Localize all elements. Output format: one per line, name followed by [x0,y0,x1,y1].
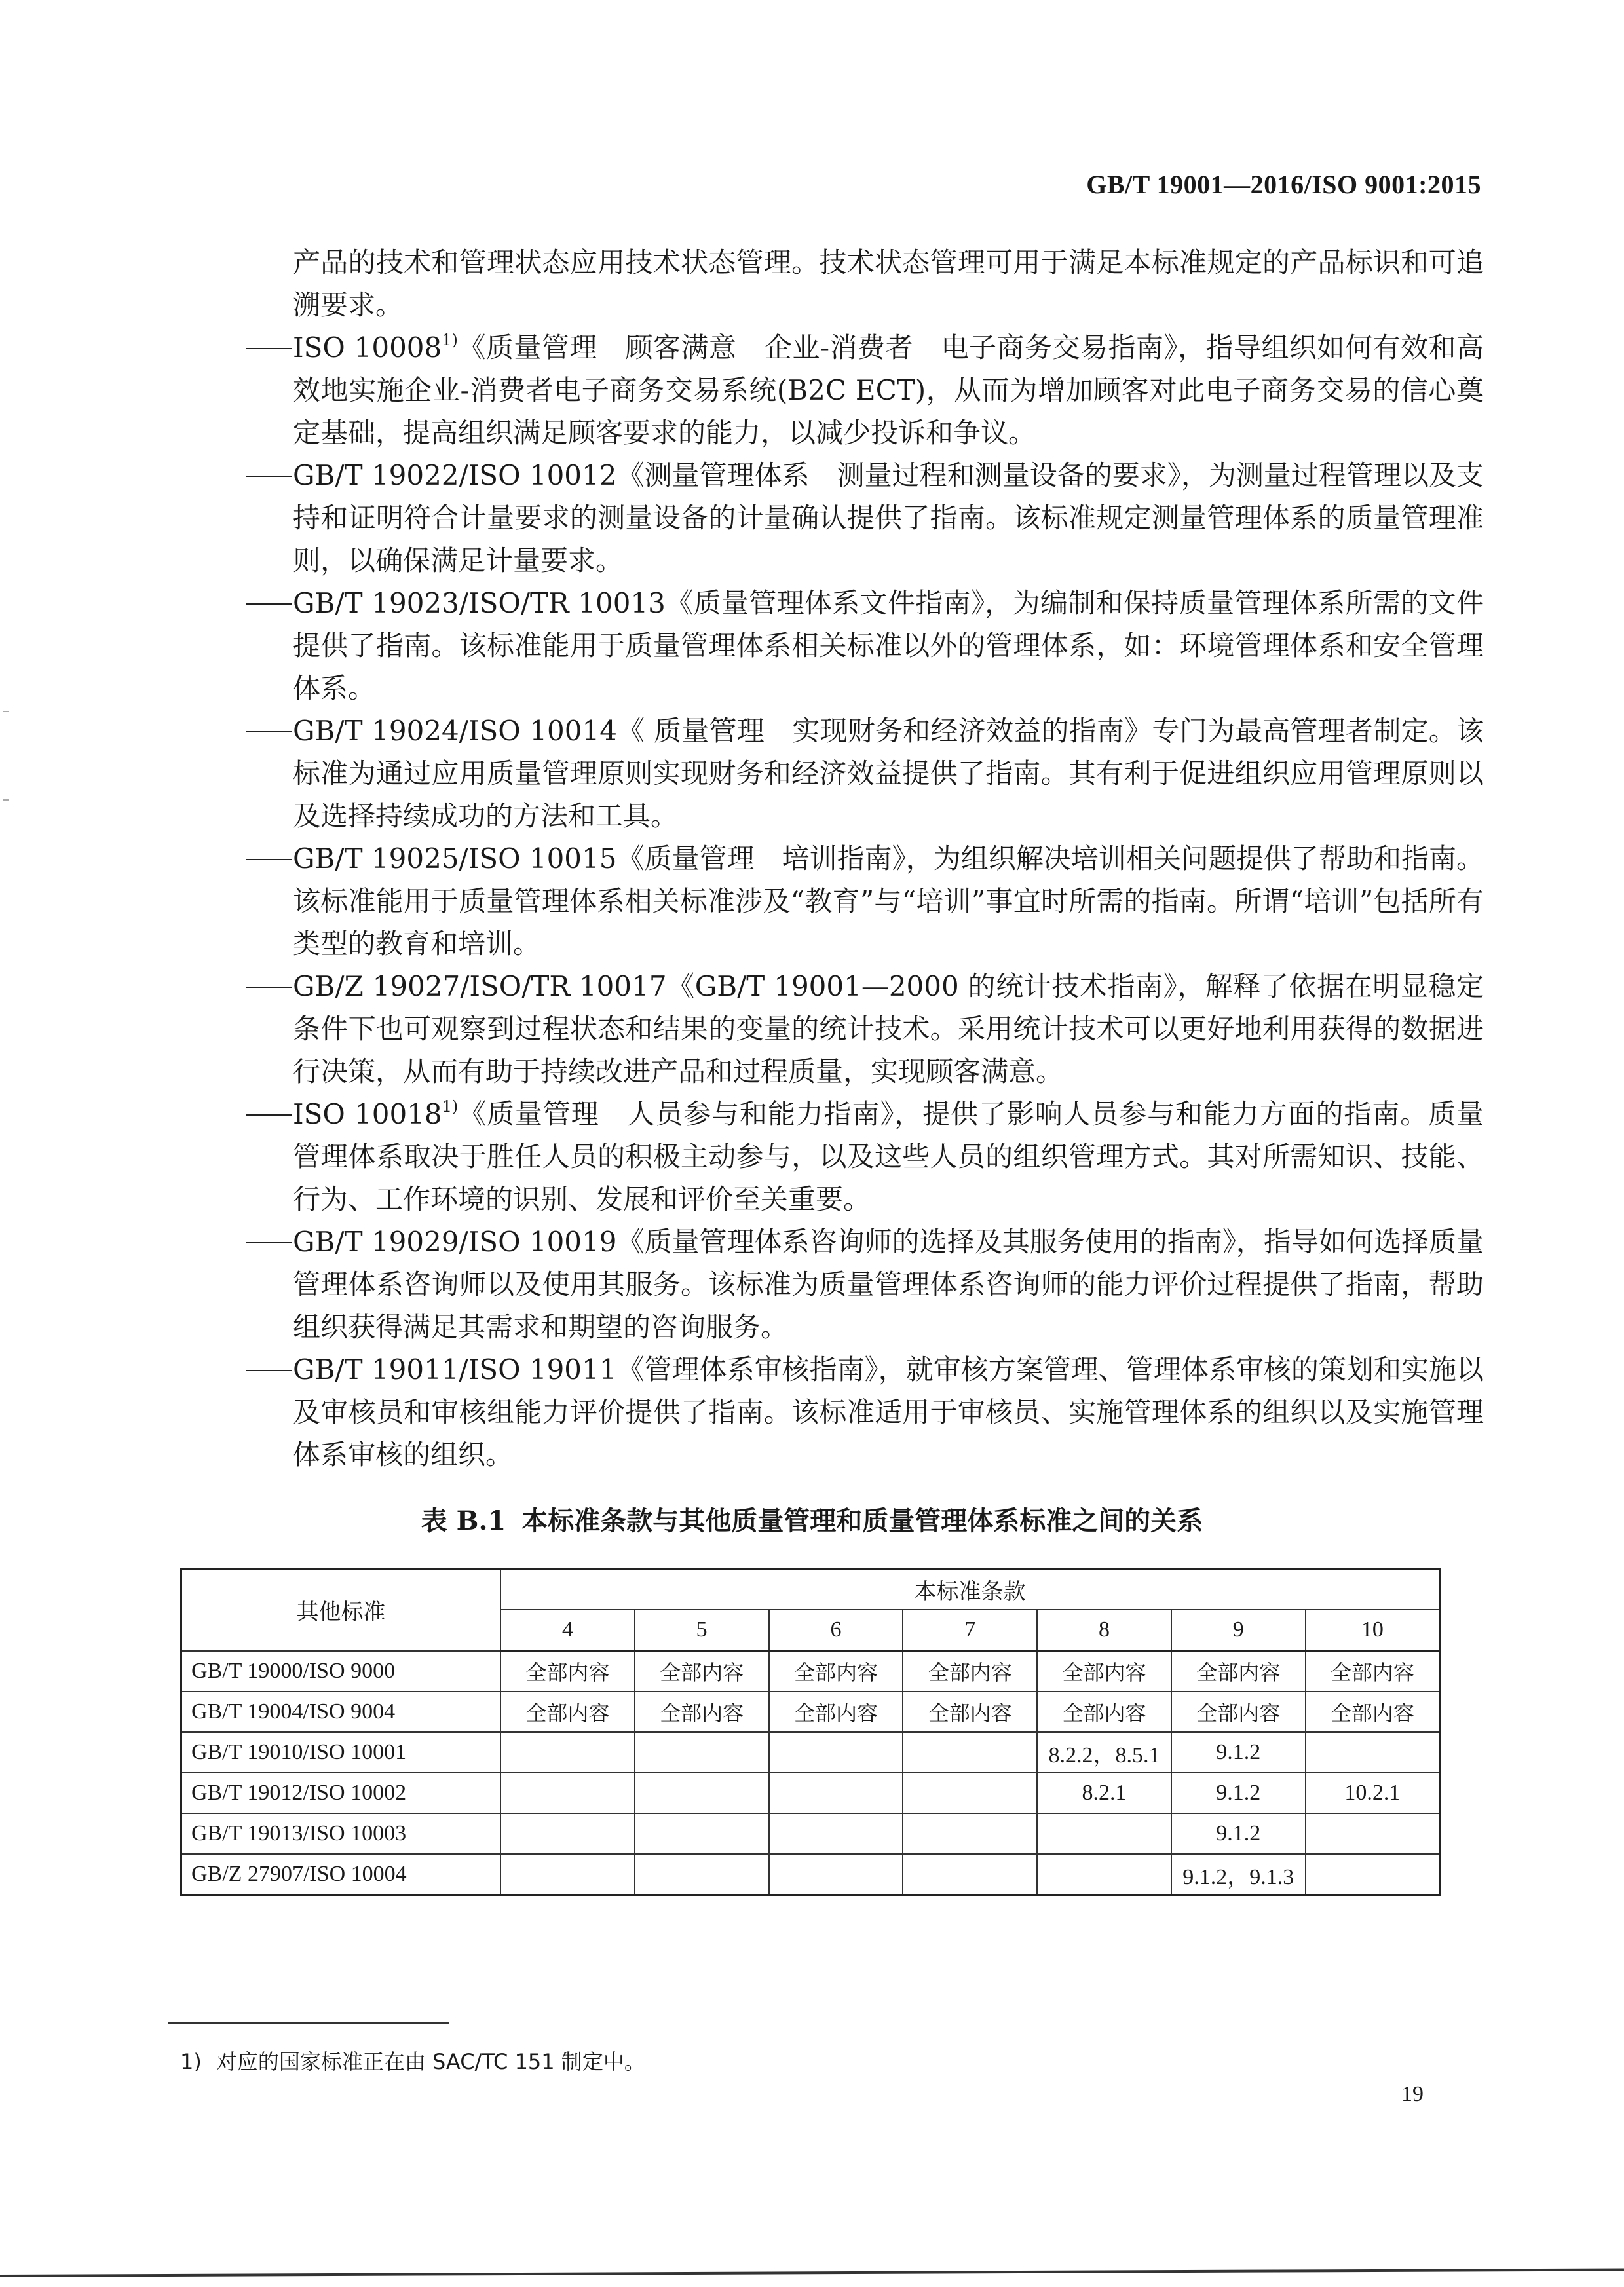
clause-cell [635,1732,769,1773]
em-dash-bullet [246,326,293,369]
clause-cell: 10.2.1 [1306,1773,1440,1813]
standard-reference: ISO 10008 [293,331,442,364]
clause-cell [635,1813,769,1854]
clause-cell [1037,1813,1171,1854]
table-header-row [181,1569,1440,1610]
clause-cell: 全部内容 [1306,1692,1440,1732]
em-dash-bullet [246,1093,293,1135]
em-dash-bullet [246,1348,293,1391]
paragraph-text: 《管理体系审核指南》，就审核方案管理、管理体系审核的策划和实施以及审核员和审核组能力评价提供了指南。该标准适用于审核员、实施管理体系的组织以及实施管理体系审核的组织。 [293,1353,1484,1471]
clause-header: 5 [635,1610,769,1651]
clause-header: 7 [903,1610,1037,1651]
scan-margin-mark [3,799,9,801]
table-row [181,1692,1440,1732]
clause-header: 6 [769,1610,903,1651]
table-caption [0,1500,1624,1538]
clause-cell: 8.2.2，8.5.1 [1037,1732,1171,1773]
clause-cell: 9.1.2，9.1.3 [1171,1854,1306,1895]
standard-cell: GB/T 19000/ISO 9000 [181,1651,501,1692]
clause-cell: 9.1.2 [1171,1773,1306,1813]
standard-reference: GB/T 19029/ISO 10019 [293,1226,617,1258]
header-other-standards: 其他标准 [181,1569,501,1651]
clause-cell [1306,1813,1440,1854]
clause-header: 4 [500,1610,635,1651]
table-caption-label: 表 B.1 [421,1505,506,1536]
clause-cell [500,1732,635,1773]
standard-reference: GB/T 19022/ISO 10012 [293,459,617,491]
clause-cell: 全部内容 [635,1692,769,1732]
paragraph [246,241,1484,326]
paragraph [246,709,1484,837]
page-number: 19 [1401,2082,1424,2106]
clause-cell [769,1854,903,1895]
clause-cell [500,1813,635,1854]
table-caption-title: 本标准条款与其他质量管理和质量管理体系标准之间的关系 [521,1505,1203,1536]
clause-cell [903,1773,1037,1813]
clause-cell: 全部内容 [500,1651,635,1692]
paragraph [246,837,1484,965]
paragraph-text: 《质量管理体系文件指南》，为编制和保持质量管理体系所需的文件提供了指南。该标准能用于质量管理体系相关标准以外的管理体系，如：环境管理体系和安全管理体系。 [293,587,1484,704]
standard-reference: GB/T 19024/ISO 10014 [293,715,617,747]
clause-cell: 全部内容 [1171,1651,1306,1692]
standard-reference: ISO 10018 [293,1098,442,1130]
paragraph-text: 《GB/T 19001—2000 的统计技术指南》，解释了依据在明显稳定条件下也可观察到过程状态和结果的变量的统计技术。采用统计技术可以更好地利用获得的数据进行决策，从而有助于持续改进产品和过程质量，实现顾客满意。 [293,970,1484,1087]
clause-cell [1037,1854,1171,1895]
clause-header: 10 [1306,1610,1440,1651]
standard-reference: GB/T 19011/ISO 19011 [293,1353,617,1386]
scan-margin-mark [3,711,9,712]
clause-cell [1306,1854,1440,1895]
em-dash-bullet [246,837,293,880]
standard-cell: GB/T 19010/ISO 10001 [181,1732,501,1773]
clause-cell: 全部内容 [500,1692,635,1732]
clause-cell [903,1854,1037,1895]
clause-cell [903,1732,1037,1773]
clause-cell: 全部内容 [1037,1651,1171,1692]
paragraph [246,965,1484,1093]
clause-cell [769,1813,903,1854]
clause-cell: 8.2.1 [1037,1773,1171,1813]
paragraph [246,1220,1484,1348]
standard-reference: GB/T 19023/ISO/TR 10013 [293,587,666,619]
footnote-text: 对应的国家标准正在由 SAC/TC 151 制定中。 [216,2049,645,2074]
paragraph-text: 《 质量管理 实现财务和经济效益的指南》专门为最高管理者制定。该标准为通过应用质量管理原则实现财务和经济效益提供了指南。其有利于促进组织应用管理原则以及选择持续成功的方法和工具。 [293,715,1484,832]
standard-cell: GB/T 19013/ISO 10003 [181,1813,501,1854]
clause-cell: 全部内容 [1171,1692,1306,1732]
standard-cell: GB/T 19012/ISO 10002 [181,1773,501,1813]
table-body [181,1651,1440,1895]
clause-cell [903,1813,1037,1854]
scan-edge-line [0,2268,1624,2277]
relationship-table [180,1568,1441,1896]
standard-cell: GB/T 19004/ISO 9004 [181,1692,501,1732]
document-header: GB/T 19001—2016/ISO 9001:2015 [1086,170,1481,199]
table-row [181,1732,1440,1773]
clause-cell: 全部内容 [903,1651,1037,1692]
footnote-number: 1) [180,2049,202,2074]
em-dash-bullet [246,454,293,497]
paragraph [246,1348,1484,1476]
clause-cell: 全部内容 [769,1692,903,1732]
table-row [181,1854,1440,1895]
paragraph-text: 《质量管理 人员参与和能力指南》，提供了影响人员参与和能力方面的指南。质量管理体系取决于胜任人员的积极主动参与，以及这些人员的组织管理方式。其对所需知识、技能、行为、工作环境的识别、发展和评价至关重要。 [293,1098,1484,1215]
body-text [246,241,1484,1476]
em-dash-bullet [246,1220,293,1263]
standard-cell: GB/Z 27907/ISO 10004 [181,1854,501,1895]
clause-cell [500,1773,635,1813]
paragraph [246,326,1484,454]
clause-cell: 全部内容 [1306,1651,1440,1692]
clause-cell [769,1732,903,1773]
em-dash-bullet [246,965,293,1008]
table-row [181,1651,1440,1692]
clause-cell: 全部内容 [769,1651,903,1692]
clause-header: 8 [1037,1610,1171,1651]
table-row [181,1773,1440,1813]
clause-cell [635,1854,769,1895]
clause-cell [769,1773,903,1813]
standard-reference: GB/T 19025/ISO 10015 [293,842,617,875]
clause-cell [500,1854,635,1895]
paragraph-text: 产品的技术和管理状态应用技术状态管理。技术状态管理可用于满足本标准规定的产品标识和可追溯要求。 [293,246,1484,321]
standard-reference: GB/Z 19027/ISO/TR 10017 [293,970,667,1002]
paragraph-text: 《测量管理体系 测量过程和测量设备的要求》，为测量过程管理以及支持和证明符合计量要求的测量设备的计量确认提供了指南。该标准规定测量管理体系的质量管理准则，以确保满足计量要求。 [293,459,1484,576]
footnote [180,2045,645,2075]
footnote-marker: 1) [442,1097,459,1116]
paragraph [246,1093,1484,1220]
footnote-rule [168,2022,449,2024]
clause-header: 9 [1171,1610,1306,1651]
clause-cell: 9.1.2 [1171,1813,1306,1854]
header-clauses: 本标准条款 [500,1569,1440,1610]
em-dash-bullet [246,582,293,624]
clause-cell: 全部内容 [635,1651,769,1692]
table-row [181,1813,1440,1854]
clause-cell: 9.1.2 [1171,1732,1306,1773]
paragraph-text: 《质量管理 培训指南》，为组织解决培训相关问题提供了帮助和指南。该标准能用于质量管理体系相关标准涉及“教育”与“培训”事宜时所需的指南。所谓“培训”包括所有类型的教育和培训。 [293,842,1484,960]
clause-cell: 全部内容 [1037,1692,1171,1732]
paragraph-text: 《质量管理 顾客满意 企业-消费者 电子商务交易指南》，指导组织如何有效和高效地实施企业-消费者电子商务交易系统(B2C ECT)，从而为增加顾客对此电子商务交易的信心奠定基础，提高组织满足顾客要求的能力，以减少投诉和争议。 [293,331,1484,449]
clause-cell [1306,1732,1440,1773]
clause-cell: 全部内容 [903,1692,1037,1732]
em-dash-bullet [246,709,293,752]
paragraph [246,454,1484,582]
paragraph-text: 《质量管理体系咨询师的选择及其服务使用的指南》，指导如何选择质量管理体系咨询师以及使用其服务。该标准为质量管理体系咨询师的能力评价过程提供了指南，帮助组织获得满足其需求和期望的咨询服务。 [293,1226,1484,1343]
footnote-marker: 1) [442,331,458,349]
paragraph [246,582,1484,709]
clause-cell [635,1773,769,1813]
